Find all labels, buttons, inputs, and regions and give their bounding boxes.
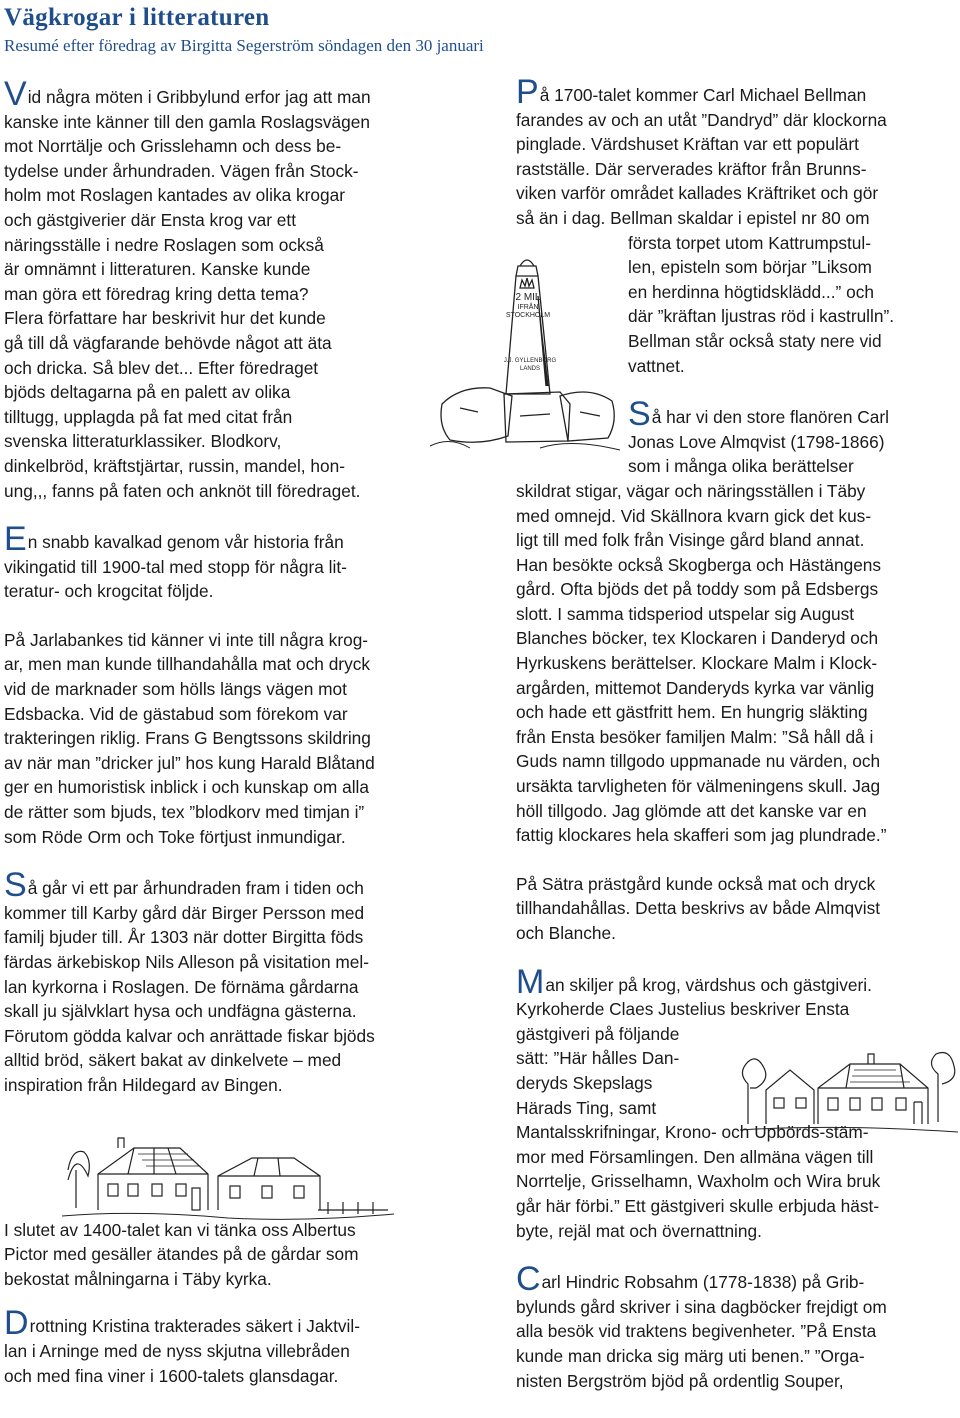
text-line: Mantalsskrifningar, Krono- och Upbörds-stäm- <box>516 1122 869 1143</box>
paragraph-almqvist <box>516 479 960 848</box>
text-line: pinglade. Värdshuset Kräftan var ett populärt <box>516 134 859 155</box>
text-line: Jonas Love Almqvist (1798-1866) <box>628 431 885 452</box>
paragraph-robsahm <box>516 1260 960 1393</box>
text-line: ar, men man kunde tillhandahålla mat och dryck <box>4 654 370 675</box>
text-line: På Sätra prästgård kunde också mat och dryck <box>516 873 876 894</box>
paragraph-kristina <box>4 1304 444 1388</box>
drop-cap: S <box>628 395 651 434</box>
milestone-inscription: 2 MIL <box>515 292 541 303</box>
milestone-sketch-icon <box>420 236 630 461</box>
text-line: kanske inte känner till den gamla Roslagsvägen <box>4 111 371 132</box>
text-line: höll tillgodo. Jag glömde att det kanske var en <box>516 800 867 821</box>
text-line: deryds Skepslags <box>516 1072 653 1093</box>
text-line: sätt: ”Här hålles Dan- <box>516 1048 680 1069</box>
text-line: som Röde Orm och Toke förtjust inmundigar. <box>4 826 346 847</box>
text-line: ger en humoristisk inblick i och kunskap om alla <box>4 777 369 798</box>
text-line: lan kyrkorna i Roslagen. De förnäma gårdarna <box>4 976 359 997</box>
farm-buildings-sketch-icon <box>58 1130 398 1230</box>
text-line: Blanches böcker, tex Klockaren i Danderyd och <box>516 628 879 649</box>
text-line: gå till då vägfarande behövde något att äta <box>4 332 332 353</box>
text-line: Hyrkuskens berättelser. Klockare Malm i Klock- <box>516 653 878 674</box>
text-line: skall ju självklart hysa och undfägna gästerna. <box>4 1001 357 1022</box>
paragraph-bellman <box>516 73 960 231</box>
text-line: tilltugg, upplagda på fat med citat från <box>4 406 293 427</box>
text-line: teratur- och krogcitat följde. <box>4 581 214 602</box>
text-line: fattig klockares hela skafferi som jag plundrade.” <box>516 825 887 846</box>
text-line: å 1700-talet kommer Carl Michael Bellman <box>539 85 867 105</box>
text-line: ursäkta tarvligheten för välmeningens skull. Jag <box>516 776 881 797</box>
text-line: ligt till med folk från Visinge gård bland annat. <box>516 530 865 551</box>
text-line: så än i dag. Bellman skaldar i epistel nr 80 om <box>516 207 870 228</box>
text-line: å har vi den store flanören Carl <box>651 407 889 428</box>
text-line: Han besökte också Skogberga och Hästängens <box>516 554 882 575</box>
text-line: vattnet. <box>628 355 685 376</box>
text-line: Norrtelje, Grisselhamn, Waxholm och Wira bruk <box>516 1171 881 1192</box>
text-line: första torpet utom Kattrumpstul- <box>628 232 871 253</box>
text-line: inspiration från Hildegard av Bingen. <box>4 1074 283 1095</box>
milestone-illustration <box>420 236 630 461</box>
text-line: en herdinna högtidsklädd...” och <box>628 281 874 302</box>
text-line: Guds namn tillgodo uppmanade nu värden, och <box>516 751 881 772</box>
text-line: näringsställe i nedre Roslagen som också <box>4 234 324 255</box>
text-line: farandes av och an utåt ”Dandryd” där klockorna <box>516 109 887 130</box>
text-line: man göra ett föredrag kring detta tema? <box>4 283 309 304</box>
inn-illustration <box>738 1044 960 1144</box>
text-line: Pictor med gesäller ätandes på de gårdar som <box>4 1244 359 1265</box>
text-line: bekostat målningarna i Täby kyrka. <box>4 1268 272 1289</box>
text-line: tydelse under århundraden. Vägen från Stock- <box>4 160 359 181</box>
article-subtitle: Resumé efter föredrag av Birgitta Segerström söndagen den 30 januari <box>4 36 484 55</box>
milestone-inscription: STOCKHOLM <box>505 312 551 319</box>
text-line: alla besök vid traktens begivenheter. ”På Ensta <box>516 1321 877 1342</box>
text-line: kunde man dricka sig märg uti benen.” ”Orga- <box>516 1345 865 1366</box>
text-line: gästgiveri på följande <box>516 1023 680 1044</box>
milestone-inscription: J.J. GYLLENBORG <box>503 358 557 364</box>
paragraph-jarlabanke <box>4 628 444 849</box>
drop-cap: E <box>4 520 27 559</box>
text-line: len, episteln som börjar ”Liksom <box>628 257 872 278</box>
milestone-inscription: LANDS <box>519 366 541 372</box>
text-line: ung,,, fanns på faten och anknöt till föredraget. <box>4 480 361 501</box>
text-line: arl Hindric Robsahm (1778-1838) på Grib- <box>541 1272 865 1293</box>
text-line: tillhandahållas. Detta beskrivs av både Almqvist <box>516 898 881 919</box>
text-line: slott. I samma tidsperiod utspelar sig August <box>516 603 855 624</box>
text-line: och hade ett gästfritt hem. En hungrig släkting <box>516 702 868 723</box>
text-line: dinkelbröd, kräftstjärtar, russin, mandel, hon- <box>4 455 345 476</box>
text-line: gård. Ofta bjöds det på toddy som på Edsbergs <box>516 579 879 600</box>
text-line: id några möten i Gribbylund erfor jag att man <box>27 87 371 107</box>
text-line: och dricka. Så blev det... Efter föredraget <box>4 357 319 378</box>
text-line: holm mot Roslagen kantades av olika krogar <box>4 185 346 206</box>
text-line: I slutet av 1400-talet kan vi tänka oss Albertus <box>4 1219 356 1240</box>
text-line: mor med Församlingen. Den allmäna vägen till <box>516 1146 874 1167</box>
text-line: Edsbacka. Vid de gästabud som förekom var <box>4 703 348 724</box>
text-line: kommer till Karby gård där Birger Persson med <box>4 902 365 923</box>
paragraph-kavalkad <box>4 520 444 604</box>
paragraph-karby <box>4 866 444 1097</box>
paragraph-satra <box>516 872 960 946</box>
drop-cap: P <box>516 73 539 111</box>
text-line: På Jarlabankes tid känner vi inte till några krog- <box>4 629 369 650</box>
text-line: svenska litteraturklassiker. Blodkorv, <box>4 431 282 452</box>
text-line: n snabb kavalkad genom vår historia från <box>27 532 344 553</box>
text-line: lan i Arninge med de nyss skjutna villebråden <box>4 1340 350 1361</box>
drop-cap: M <box>516 962 545 1001</box>
text-line: mot Norrtälje och Grisslehamn och dess be- <box>4 136 342 157</box>
text-line: an skiljer på krog, värdshus och gästgiveri. <box>545 974 872 995</box>
farm-illustration <box>58 1130 398 1230</box>
text-line: från Ensta besöker familjen Malm: ”Så håll då i <box>516 726 874 747</box>
text-line: vikingatid till 1900-tal med stopp för några lit- <box>4 556 347 577</box>
drop-cap: V <box>4 75 27 113</box>
text-line: å går vi ett par århundraden fram i tiden och <box>27 878 364 899</box>
text-line: Bellman står också staty nere vid <box>628 330 882 351</box>
text-line: familj bjuder till. År 1303 när dotter Birgitta föds <box>4 927 364 948</box>
text-line: med omnejd. Vid Skällnora kvarn gick det kus- <box>516 505 872 526</box>
text-line: som i många olika berättelser <box>628 456 854 477</box>
text-line: Flera författare har beskrivit hur det kunde <box>4 308 326 329</box>
text-line: rastställe. Där serverades kräftor från Brunns- <box>516 158 867 179</box>
inn-buildings-sketch-icon <box>738 1044 960 1144</box>
milestone-inscription: IFRÅN <box>517 304 539 311</box>
drop-cap: D <box>4 1304 29 1343</box>
text-line: är omnämnt i litteraturen. Kanske kunde <box>4 259 311 280</box>
text-line: bylunds gård skriver i sina dagböcker frejdigt om <box>516 1296 887 1317</box>
drop-cap: C <box>516 1260 541 1299</box>
text-line: nisten Bergström bjöd på ordentlig Souper, <box>516 1370 844 1391</box>
text-line: alltid bröd, säkert bakat av dinkelvete – med <box>4 1050 342 1071</box>
text-line: och med fina viner i 1600-talets glansdagar. <box>4 1365 339 1386</box>
text-line: de rätter som bjuds, tex ”blodkorv med timjan i” <box>4 802 365 823</box>
text-line: skildrat stigar, vägar och näringsställen i Täby <box>516 480 866 501</box>
text-line: och Blanche. <box>516 923 616 943</box>
text-line: trakteringen riklig. Frans G Bengtssons skildring <box>4 728 371 749</box>
text-line: Härads Ting, samt <box>516 1097 657 1118</box>
text-line: byte, rejäl mat och övernattning. <box>516 1220 762 1241</box>
text-line: Förutom gödda kalvar och anrättade fiskar bjöds <box>4 1025 375 1046</box>
text-line: färdas ärkebiskop Nils Alleson på visitation mel- <box>4 952 369 972</box>
paragraph-intro <box>4 75 444 503</box>
text-line: går här förbi.” Ett gästgiveri skulle erbjuda häst- <box>516 1195 880 1216</box>
text-line: bjöds deltagarna på en palett av olika <box>4 382 291 403</box>
text-line: rottning Kristina trakterades säkert i Jaktvil- <box>29 1316 360 1337</box>
text-line: och gästgiverier där Ensta krog var ett <box>4 209 297 230</box>
text-line: vid de marknader som hölls längs vägen mot <box>4 679 347 700</box>
text-line: av när man ”dricker jul” hos kung Harald Blåtand <box>4 752 375 773</box>
article-title: Vägkrogar i litteraturen <box>4 4 270 31</box>
text-line: viken varför området kallades Kräftriket och gör <box>516 183 879 204</box>
text-line: där ”kräftan ljustras röd i kastrulln”. <box>628 306 895 327</box>
text-line: argården, mittemot Danderyds kyrka var vänlig <box>516 677 875 698</box>
drop-cap: S <box>4 866 27 905</box>
text-line: Kyrkoherde Claes Justelius beskriver Ensta <box>516 999 850 1020</box>
